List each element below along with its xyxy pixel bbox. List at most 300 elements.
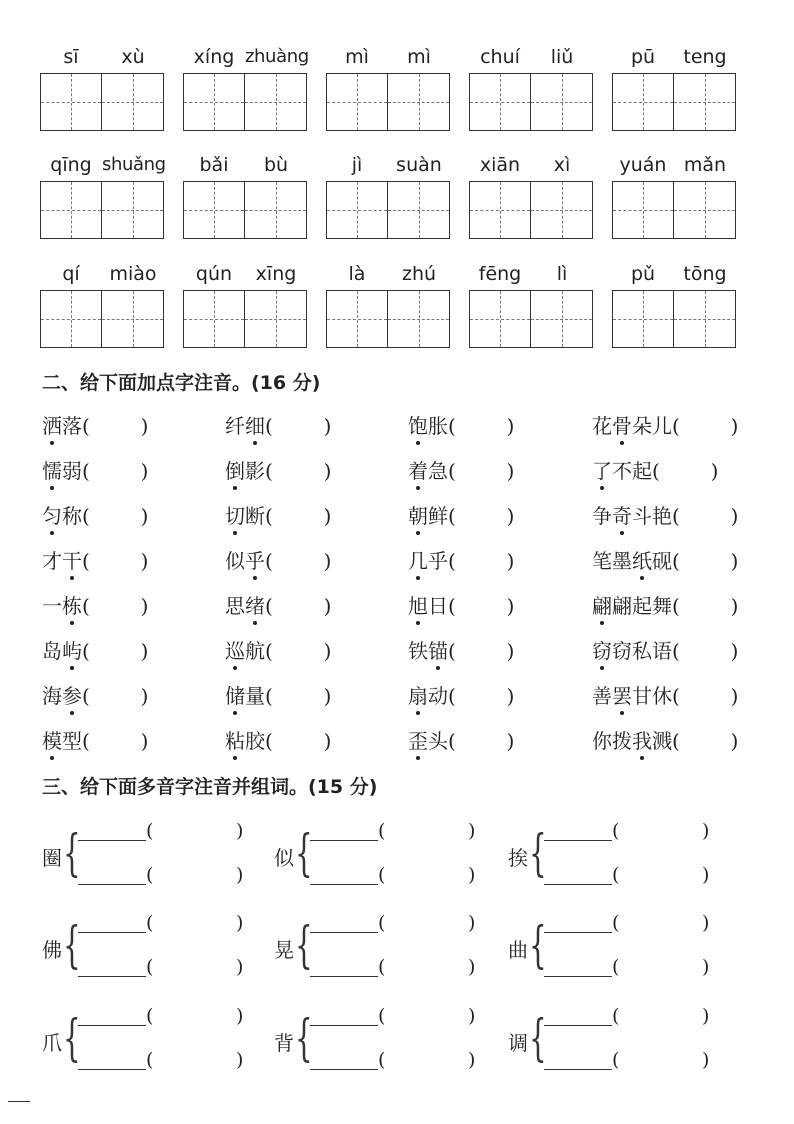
word-char: 艳 (652, 504, 672, 528)
pinyin-paren-close[interactable]: ) (468, 1005, 476, 1027)
pinyin-paren-open[interactable]: ( (612, 956, 620, 978)
answer-blank[interactable]: ( ) (82, 684, 149, 708)
item-word (42, 414, 82, 438)
pinyin-label: suàn (396, 154, 442, 176)
word-char: 拨 (612, 729, 632, 753)
tianzige-word-block (469, 45, 593, 133)
pinyin-label: là (348, 263, 366, 285)
phonetic-item (408, 725, 514, 757)
word-char: 翩 (612, 594, 632, 618)
pinyin-paren-open[interactable]: ( (146, 864, 154, 886)
pinyin-paren-open[interactable]: ( (378, 956, 386, 978)
word-char: 巡 (225, 635, 245, 667)
writing-cell[interactable] (531, 181, 593, 239)
word-char: 一 (42, 594, 62, 618)
polyphone-char: 背 (274, 1031, 294, 1055)
word-char: 倒 (225, 455, 245, 487)
word-line[interactable] (310, 1069, 378, 1070)
phonetic-item (408, 500, 514, 532)
word-char: 旭 (408, 590, 428, 622)
brace-symbol: { (63, 824, 81, 882)
tianzige-word-block (612, 262, 736, 350)
word-line[interactable] (78, 976, 146, 977)
word-line[interactable] (310, 840, 378, 841)
answer-blank[interactable]: ( ) (265, 504, 332, 528)
word-char: 窃 (592, 635, 612, 667)
pinyin-paren-close[interactable]: ) (702, 864, 710, 886)
word-char: 岛 (42, 639, 62, 663)
brace-symbol: { (63, 916, 81, 974)
writing-cell[interactable] (183, 181, 245, 239)
polyphone-char: 曲 (508, 938, 528, 962)
brace-symbol: { (529, 1009, 547, 1067)
writing-cell[interactable] (388, 181, 450, 239)
word-char: 断 (245, 504, 265, 528)
phonetic-item (408, 635, 514, 667)
word-char: 斗 (632, 504, 652, 528)
word-char: 我 (632, 725, 652, 757)
word-char: 扇 (408, 680, 428, 712)
writing-cell[interactable] (469, 181, 531, 239)
writing-cell[interactable] (388, 73, 450, 131)
word-char: 影 (245, 459, 265, 483)
phonetic-item (592, 410, 738, 442)
item-word (592, 549, 672, 573)
answer-blank[interactable]: ( ) (448, 504, 515, 528)
tianzige-word-block (40, 45, 164, 133)
word-char: 语 (652, 639, 672, 663)
pinyin-paren-close[interactable]: ) (468, 820, 476, 842)
word-char: 着 (408, 455, 428, 487)
writing-cell[interactable] (612, 290, 674, 348)
writing-cell[interactable] (183, 73, 245, 131)
phonetic-item (592, 590, 738, 622)
word-line[interactable] (310, 932, 378, 933)
word-char: 乎 (428, 549, 448, 573)
tianzige-word-block (40, 153, 164, 241)
item-word (592, 684, 672, 708)
pinyin-label: pǔ (630, 263, 656, 285)
brace-symbol: { (63, 1009, 81, 1067)
tianzige-word-block (326, 262, 450, 350)
word-char: 洒 (42, 410, 62, 442)
answer-blank[interactable]: ( ) (82, 639, 149, 663)
word-char: 才 (42, 549, 62, 573)
phonetic-item (408, 545, 514, 577)
pinyin-label: shuǎng (102, 154, 166, 175)
pinyin-paren-open[interactable]: ( (378, 1005, 386, 1027)
item-word (225, 639, 265, 663)
tianzige-row (0, 153, 794, 241)
pinyin-paren-open[interactable]: ( (146, 1005, 154, 1027)
answer-blank[interactable]: ( ) (265, 729, 332, 753)
item-word (592, 729, 672, 753)
footer-line (8, 1101, 30, 1102)
phonetic-item (42, 680, 148, 712)
pinyin-paren-open[interactable]: ( (378, 912, 386, 934)
answer-blank[interactable]: ( ) (672, 414, 739, 438)
tianzige-word-block (183, 153, 307, 241)
word-char: 锚 (428, 635, 448, 667)
word-line[interactable] (78, 884, 146, 885)
phonetic-item (42, 545, 148, 577)
word-char: 鲜 (428, 504, 448, 528)
pinyin-paren-open[interactable]: ( (146, 956, 154, 978)
writing-cell[interactable] (326, 181, 388, 239)
pinyin-paren-open[interactable]: ( (378, 820, 386, 842)
item-word (408, 594, 448, 618)
word-char: 胀 (428, 414, 448, 438)
answer-blank[interactable]: ( ) (448, 639, 515, 663)
answer-blank[interactable]: ( ) (265, 684, 332, 708)
tianzige-word-block (183, 262, 307, 350)
tianzige-word-block (612, 45, 736, 133)
word-char: 起 (632, 459, 652, 483)
answer-blank[interactable]: ( ) (448, 459, 515, 483)
item-word (408, 414, 448, 438)
pinyin-label: pū (630, 46, 656, 68)
item-word (408, 639, 448, 663)
answer-blank[interactable]: ( ) (265, 414, 332, 438)
writing-cell[interactable] (102, 181, 164, 239)
word-line[interactable] (544, 976, 612, 977)
phonetic-item (42, 455, 148, 487)
item-word (592, 639, 672, 663)
pinyin-label: mì (345, 46, 369, 68)
answer-blank[interactable]: ( ) (672, 504, 739, 528)
word-line[interactable] (78, 840, 146, 841)
pinyin-paren-close[interactable]: ) (702, 1049, 710, 1071)
phonetic-item (42, 410, 148, 442)
answer-blank[interactable]: ( ) (652, 459, 719, 483)
answer-blank[interactable]: ( ) (448, 684, 515, 708)
writing-cell[interactable] (245, 290, 307, 348)
item-word (408, 729, 448, 753)
phonetic-item (592, 635, 738, 667)
pinyin-label: xīng (255, 263, 297, 285)
word-char: 称 (62, 504, 82, 528)
pinyin-paren-open[interactable]: ( (612, 1005, 620, 1027)
pinyin-paren-close[interactable]: ) (236, 912, 244, 934)
phonetic-item (42, 725, 148, 757)
phonetic-item (225, 545, 331, 577)
answer-blank[interactable]: ( ) (448, 594, 515, 618)
word-char: 储 (225, 680, 245, 712)
writing-cell[interactable] (245, 181, 307, 239)
tianzige-word-block (469, 262, 593, 350)
pinyin-paren-open[interactable]: ( (612, 820, 620, 842)
phonetic-item (42, 590, 148, 622)
word-char: 甘 (632, 684, 652, 708)
answer-blank[interactable]: ( ) (265, 549, 332, 573)
writing-cell[interactable] (674, 181, 736, 239)
answer-blank[interactable]: ( ) (82, 414, 149, 438)
pinyin-label: xù (121, 46, 145, 68)
pinyin-paren-close[interactable]: ) (468, 956, 476, 978)
word-char: 干 (62, 545, 82, 577)
word-char: 几 (408, 545, 428, 577)
word-char: 动 (428, 684, 448, 708)
item-word (408, 684, 448, 708)
tianzige-word-block (183, 45, 307, 133)
word-char: 匀 (42, 500, 62, 532)
item-word (225, 459, 265, 483)
word-char: 量 (245, 684, 265, 708)
answer-blank[interactable]: ( ) (265, 639, 332, 663)
pinyin-label: zhú (401, 263, 437, 285)
phonetic-item (42, 635, 148, 667)
section-2-title: 二、给下面加点字注音。(16 分) (42, 372, 321, 394)
word-char: 罢 (612, 680, 632, 712)
word-char: 海 (42, 684, 62, 708)
pinyin-label: xì (553, 154, 571, 176)
pinyin-label: bǎi (199, 154, 229, 176)
word-line[interactable] (310, 884, 378, 885)
answer-blank[interactable]: ( ) (82, 459, 149, 483)
pinyin-paren-close[interactable]: ) (468, 864, 476, 886)
word-char: 窃 (612, 639, 632, 663)
item-word (592, 504, 672, 528)
pinyin-label: bù (263, 154, 289, 176)
polyphone-char: 挨 (508, 846, 528, 870)
writing-cell[interactable] (102, 73, 164, 131)
writing-cell[interactable] (469, 73, 531, 131)
pinyin-paren-close[interactable]: ) (236, 956, 244, 978)
word-char: 似 (225, 549, 245, 573)
answer-blank[interactable]: ( ) (448, 414, 515, 438)
word-char: 栋 (62, 590, 82, 622)
word-char: 参 (62, 680, 82, 712)
writing-cell[interactable] (40, 290, 102, 348)
word-char: 花 (592, 414, 612, 438)
pinyin-paren-close[interactable]: ) (236, 1005, 244, 1027)
phonetic-item (225, 725, 331, 757)
word-line[interactable] (544, 932, 612, 933)
answer-blank[interactable]: ( ) (672, 729, 739, 753)
word-char: 细 (245, 410, 265, 442)
tianzige-word-block (326, 45, 450, 133)
pinyin-label: xiān (479, 154, 521, 176)
answer-blank[interactable]: ( ) (672, 684, 739, 708)
answer-blank[interactable]: ( ) (82, 594, 149, 618)
pinyin-paren-close[interactable]: ) (702, 956, 710, 978)
pinyin-paren-close[interactable]: ) (236, 864, 244, 886)
phonetic-item (225, 500, 331, 532)
item-word (225, 414, 265, 438)
polyphone-char: 爪 (42, 1031, 62, 1055)
pinyin-label: qí (62, 263, 80, 285)
pinyin-label: mǎn (683, 154, 727, 176)
tianzige-row (0, 262, 794, 350)
phonetic-item (408, 455, 514, 487)
word-char: 溅 (652, 729, 672, 753)
pinyin-paren-close[interactable]: ) (468, 912, 476, 934)
item-word (225, 549, 265, 573)
writing-cell[interactable] (531, 73, 593, 131)
brace-symbol: { (295, 824, 313, 882)
word-line[interactable] (78, 1025, 146, 1026)
pinyin-paren-close[interactable]: ) (702, 1005, 710, 1027)
phonetic-item (42, 500, 148, 532)
pinyin-paren-close[interactable]: ) (702, 820, 710, 842)
writing-cell[interactable] (183, 290, 245, 348)
pinyin-paren-open[interactable]: ( (612, 1049, 620, 1071)
word-char: 纸 (632, 545, 652, 577)
pinyin-paren-close[interactable]: ) (702, 912, 710, 934)
phonetic-item (225, 590, 331, 622)
polyphone-char: 圈 (42, 846, 62, 870)
polyphone-char: 调 (508, 1031, 528, 1055)
writing-cell[interactable] (388, 290, 450, 348)
item-word (42, 684, 82, 708)
word-char: 落 (62, 414, 82, 438)
word-char: 急 (428, 459, 448, 483)
answer-blank[interactable]: ( ) (672, 594, 739, 618)
word-char: 儿 (652, 414, 672, 438)
word-char: 起 (632, 594, 652, 618)
word-line[interactable] (544, 1069, 612, 1070)
word-line[interactable] (544, 884, 612, 885)
word-char: 奇 (612, 500, 632, 532)
word-char: 骨 (612, 410, 632, 442)
pinyin-label: zhuàng (245, 46, 309, 67)
answer-blank[interactable]: ( ) (672, 549, 739, 573)
phonetic-item (225, 635, 331, 667)
phonetic-item (225, 680, 331, 712)
writing-cell[interactable] (469, 290, 531, 348)
word-char: 纤 (225, 414, 245, 438)
phonetic-item (225, 410, 331, 442)
item-word (42, 549, 82, 573)
word-char: 思 (225, 594, 245, 618)
pinyin-paren-close[interactable]: ) (236, 820, 244, 842)
polyphone-char: 似 (274, 846, 294, 870)
section-3-title: 三、给下面多音字注音并组词。(15 分) (42, 776, 378, 798)
writing-cell[interactable] (612, 73, 674, 131)
word-char: 争 (592, 504, 612, 528)
word-char: 头 (428, 729, 448, 753)
tianzige-word-block (326, 153, 450, 241)
pinyin-paren-close[interactable]: ) (468, 1049, 476, 1071)
word-char: 笔 (592, 549, 612, 573)
word-char: 日 (428, 594, 448, 618)
word-char: 胶 (245, 729, 265, 753)
pinyin-label: liǔ (550, 46, 574, 68)
pinyin-label: qīng (50, 154, 92, 176)
item-word (42, 729, 82, 753)
phonetic-item (408, 680, 514, 712)
pinyin-label: qún (195, 263, 233, 285)
pinyin-paren-open[interactable]: ( (146, 1049, 154, 1071)
writing-cell[interactable] (245, 73, 307, 131)
item-word (408, 459, 448, 483)
word-char: 舞 (652, 594, 672, 618)
word-char: 朝 (408, 500, 428, 532)
brace-symbol: { (295, 1009, 313, 1067)
answer-blank[interactable]: ( ) (448, 729, 515, 753)
pinyin-paren-open[interactable]: ( (378, 1049, 386, 1071)
word-char: 你 (592, 729, 612, 753)
pinyin-paren-close[interactable]: ) (236, 1049, 244, 1071)
writing-cell[interactable] (326, 290, 388, 348)
word-char: 粘 (225, 725, 245, 757)
answer-blank[interactable]: ( ) (448, 549, 515, 573)
word-line[interactable] (310, 976, 378, 977)
word-line[interactable] (544, 1025, 612, 1026)
pinyin-paren-open[interactable]: ( (378, 864, 386, 886)
phonetic-item (592, 455, 718, 487)
word-char: 切 (225, 500, 245, 532)
word-line[interactable] (544, 840, 612, 841)
word-char: 弱 (62, 459, 82, 483)
answer-blank[interactable]: ( ) (265, 594, 332, 618)
pinyin-paren-open[interactable]: ( (612, 864, 620, 886)
item-word (408, 549, 448, 573)
polyphone-char: 晃 (274, 938, 294, 962)
word-char: 歪 (408, 725, 428, 757)
writing-cell[interactable] (102, 290, 164, 348)
word-line[interactable] (78, 1069, 146, 1070)
writing-cell[interactable] (531, 290, 593, 348)
phonetic-item (592, 725, 738, 757)
word-char: 翩 (592, 590, 612, 622)
phonetic-item (592, 500, 738, 532)
word-char: 航 (245, 639, 265, 663)
pinyin-label: tōng (683, 263, 727, 285)
answer-blank[interactable]: ( ) (265, 459, 332, 483)
pinyin-paren-open[interactable]: ( (612, 912, 620, 934)
writing-cell[interactable] (674, 73, 736, 131)
item-word (42, 639, 82, 663)
item-word (42, 504, 82, 528)
answer-blank[interactable]: ( ) (82, 504, 149, 528)
answer-blank[interactable]: ( ) (672, 639, 739, 663)
word-char: 私 (632, 639, 652, 663)
writing-cell[interactable] (326, 73, 388, 131)
brace-symbol: { (529, 824, 547, 882)
item-word (225, 684, 265, 708)
word-char: 模 (42, 725, 62, 757)
pinyin-paren-open[interactable]: ( (146, 912, 154, 934)
item-word (592, 459, 652, 483)
answer-blank[interactable]: ( ) (82, 549, 149, 573)
word-char: 乎 (245, 545, 265, 577)
phonetic-item (408, 590, 514, 622)
word-char: 朵 (632, 414, 652, 438)
answer-blank[interactable]: ( ) (82, 729, 149, 753)
word-char: 懦 (42, 455, 62, 487)
brace-symbol: { (529, 916, 547, 974)
writing-cell[interactable] (612, 181, 674, 239)
pinyin-label: lì (556, 263, 568, 285)
writing-cell[interactable] (40, 181, 102, 239)
item-word (42, 594, 82, 618)
pinyin-paren-open[interactable]: ( (146, 820, 154, 842)
word-char: 不 (612, 459, 632, 483)
tianzige-row (0, 45, 794, 133)
word-line[interactable] (310, 1025, 378, 1026)
writing-cell[interactable] (674, 290, 736, 348)
tianzige-word-block (612, 153, 736, 241)
pinyin-label: sī (63, 46, 79, 68)
word-char: 墨 (612, 549, 632, 573)
word-char: 铁 (408, 639, 428, 663)
pinyin-label: teng (683, 46, 727, 68)
word-line[interactable] (78, 932, 146, 933)
writing-cell[interactable] (40, 73, 102, 131)
item-word (592, 594, 672, 618)
item-word (42, 459, 82, 483)
